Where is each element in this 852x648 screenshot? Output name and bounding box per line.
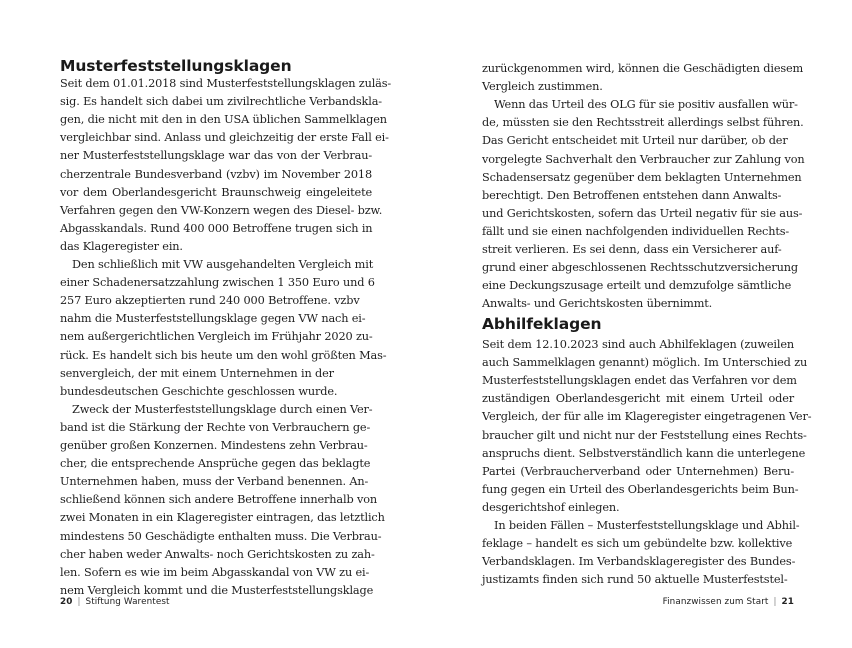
- text-line: rück. Es handelt sich bis heute um den wohl größten Mas-: [60, 348, 387, 362]
- text-line: zuständigen Oberlandesgericht mit einem Urteil oder: [482, 392, 794, 406]
- text-line: Zweck der Musterfeststellungsklage durch einen Ver-: [72, 402, 373, 416]
- text-line: Vergleich, der für alle im Klageregister eingetragenen Ver-: [482, 410, 812, 424]
- section-heading-abhilfeklagen: Abhilfeklagen: [482, 315, 602, 333]
- text-line: genüber großen Konzernen. Mindestens zehn Verbrau-: [60, 439, 368, 452]
- text-line: fung gegen ein Urteil des Oberlandesgerichts beim Bun-: [482, 482, 799, 496]
- text-line: cher haben weder Anwalts- noch Gerichtskosten zu zah-: [60, 547, 375, 561]
- text-line: band ist die Stärkung der Rechte von Verbrauchern ge-: [60, 420, 371, 434]
- text-line: Seit dem 01.01.2018 sind Musterfeststellungsklagen zuläs-: [60, 77, 392, 90]
- text-line: fällt und sie einen nachfolgenden individuellen Rechts-: [482, 224, 790, 238]
- footer-publisher: Stiftung Warentest: [85, 597, 170, 607]
- footer-separator: |: [77, 597, 81, 607]
- footer-separator: |: [773, 597, 777, 607]
- text-line: berechtigt. Den Betroffenen entstehen dann Anwalts-: [482, 188, 782, 202]
- text-line: Vergleich zustimmen.: [482, 80, 603, 94]
- footer-left: [60, 597, 170, 607]
- text-line: Anwalts- und Gerichtskosten übernimmt.: [482, 297, 713, 311]
- text-line: senvergleich, der mit einem Unternehmen in der: [60, 366, 334, 380]
- text-line: nem Vergleich kommt und die Musterfeststellungsklage: [60, 583, 374, 597]
- text-line: Verbandsklagen. Im Verbandsklageregister des Bundes-: [482, 555, 796, 569]
- text-line: anspruchs dient. Selbstverständlich kann die unterlegene: [482, 446, 806, 460]
- text-line: das Klageregister ein.: [60, 239, 183, 253]
- text-line: Partei (Verbraucherverband oder Unternehmen) Beru-: [482, 464, 794, 478]
- text-line: In beiden Fällen – Musterfeststellungsklage und Abhil-: [494, 519, 800, 532]
- text-line: sig. Es handelt sich dabei um zivilrechtliche Verbandskla-: [60, 95, 382, 109]
- footer-right: [663, 597, 794, 607]
- text-line: Musterfeststellungsklagen endet das Verfahren vor dem: [482, 374, 797, 388]
- text-line: justizamts finden sich rund 50 aktuelle Musterfeststel-: [482, 573, 788, 587]
- text-line: zurückgenommen wird, können die Geschädigten diesem: [482, 62, 804, 75]
- text-line: feklage – handelt es sich um gebündelte bzw. kollektive: [482, 537, 793, 551]
- text-line: bundesdeutschen Geschichte geschlossen wurde.: [60, 384, 338, 398]
- text-line: Wenn das Urteil des OLG für sie positiv ausfallen wür-: [494, 98, 798, 112]
- text-line: Seit dem 12.10.2023 sind auch Abhilfeklagen (zuweilen: [482, 338, 794, 351]
- text-line: vergleichbar sind. Anlass und gleichzeitig der erste Fall ei-: [60, 131, 389, 145]
- text-line: auch Sammelklagen genannt) möglich. Im Unterschied zu: [482, 356, 808, 370]
- text-line: streit verlieren. Es sei denn, dass ein Versicherer auf-: [482, 243, 782, 256]
- text-line: Unternehmen haben, muss der Verband benennen. An-: [60, 475, 369, 489]
- text-line: Abgasskandals. Rund 400 000 Betroffene trugen sich in: [60, 221, 373, 235]
- text-line: schließend können sich andere Betroffene innerhalb von: [60, 493, 377, 507]
- text-line: Den schließlich mit VW ausgehandelten Vergleich mit: [72, 258, 374, 271]
- text-line: grund einer abgeschlossenen Rechtsschutzversicherung: [482, 261, 798, 275]
- text-line: Verfahren gegen den VW-Konzern wegen des Diesel- bzw.: [60, 203, 383, 217]
- text-line: und Gerichtskosten, sofern das Urteil negativ für sie aus-: [482, 206, 803, 220]
- text-line: mindestens 50 Geschädigte enthalten muss. Die Verbrau-: [60, 529, 382, 543]
- text-line: desgerichtshof einlegen.: [482, 500, 620, 514]
- page-number-right: 21: [781, 597, 794, 607]
- text-line: einer Schadenersatzzahlung zwischen 1 350 Euro und 6: [60, 276, 375, 290]
- text-line: de, müssten sie den Rechtsstreit allerdings selbst führen.: [482, 116, 804, 130]
- text-line: len. Sofern es wie im beim Abgasskandal von VW zu ei-: [60, 565, 370, 579]
- text-line: nahm die Musterfeststellungsklage gegen VW nach ei-: [60, 312, 366, 326]
- text-line: cher, die entsprechende Ansprüche gegen das beklagte: [60, 457, 371, 471]
- section-heading-musterfeststellungsklagen: Musterfeststellungsklagen: [60, 57, 292, 75]
- text-line: cherzentrale Bundesverband (vzbv) im November 2018: [60, 167, 372, 181]
- page-number-left: 20: [60, 597, 73, 607]
- text-line: zwei Monaten in ein Klageregister eintragen, das letztlich: [60, 511, 385, 525]
- text-line: vor dem Oberlandesgericht Braunschweig eingeleitete: [60, 185, 372, 199]
- text-line: braucher gilt und nicht nur der Feststellung eines Rechts-: [482, 428, 807, 442]
- text-line: Das Gericht entscheidet mit Urteil nur darüber, ob der: [482, 134, 788, 148]
- text-line: eine Deckungszusage erteilt und demzufolge sämtliche: [482, 279, 792, 293]
- text-line: nem außergerichtlichen Vergleich im Frühjahr 2020 zu-: [60, 330, 373, 344]
- text-line: vorgelegte Sachverhalt den Verbraucher zur Zahlung von: [482, 152, 805, 166]
- text-line: 257 Euro akzeptierten rund 240 000 Betroffene. vzbv: [60, 294, 360, 308]
- text-line: Schadensersatz gegenüber dem beklagten Unternehmen: [482, 170, 802, 184]
- text-line: ner Musterfeststellungsklage war das von der Verbrau-: [60, 149, 372, 163]
- text-line: gen, die nicht mit den in den USA üblichen Sammelklagen: [60, 113, 387, 127]
- footer-book-title: Finanzwissen zum Start: [662, 597, 769, 607]
